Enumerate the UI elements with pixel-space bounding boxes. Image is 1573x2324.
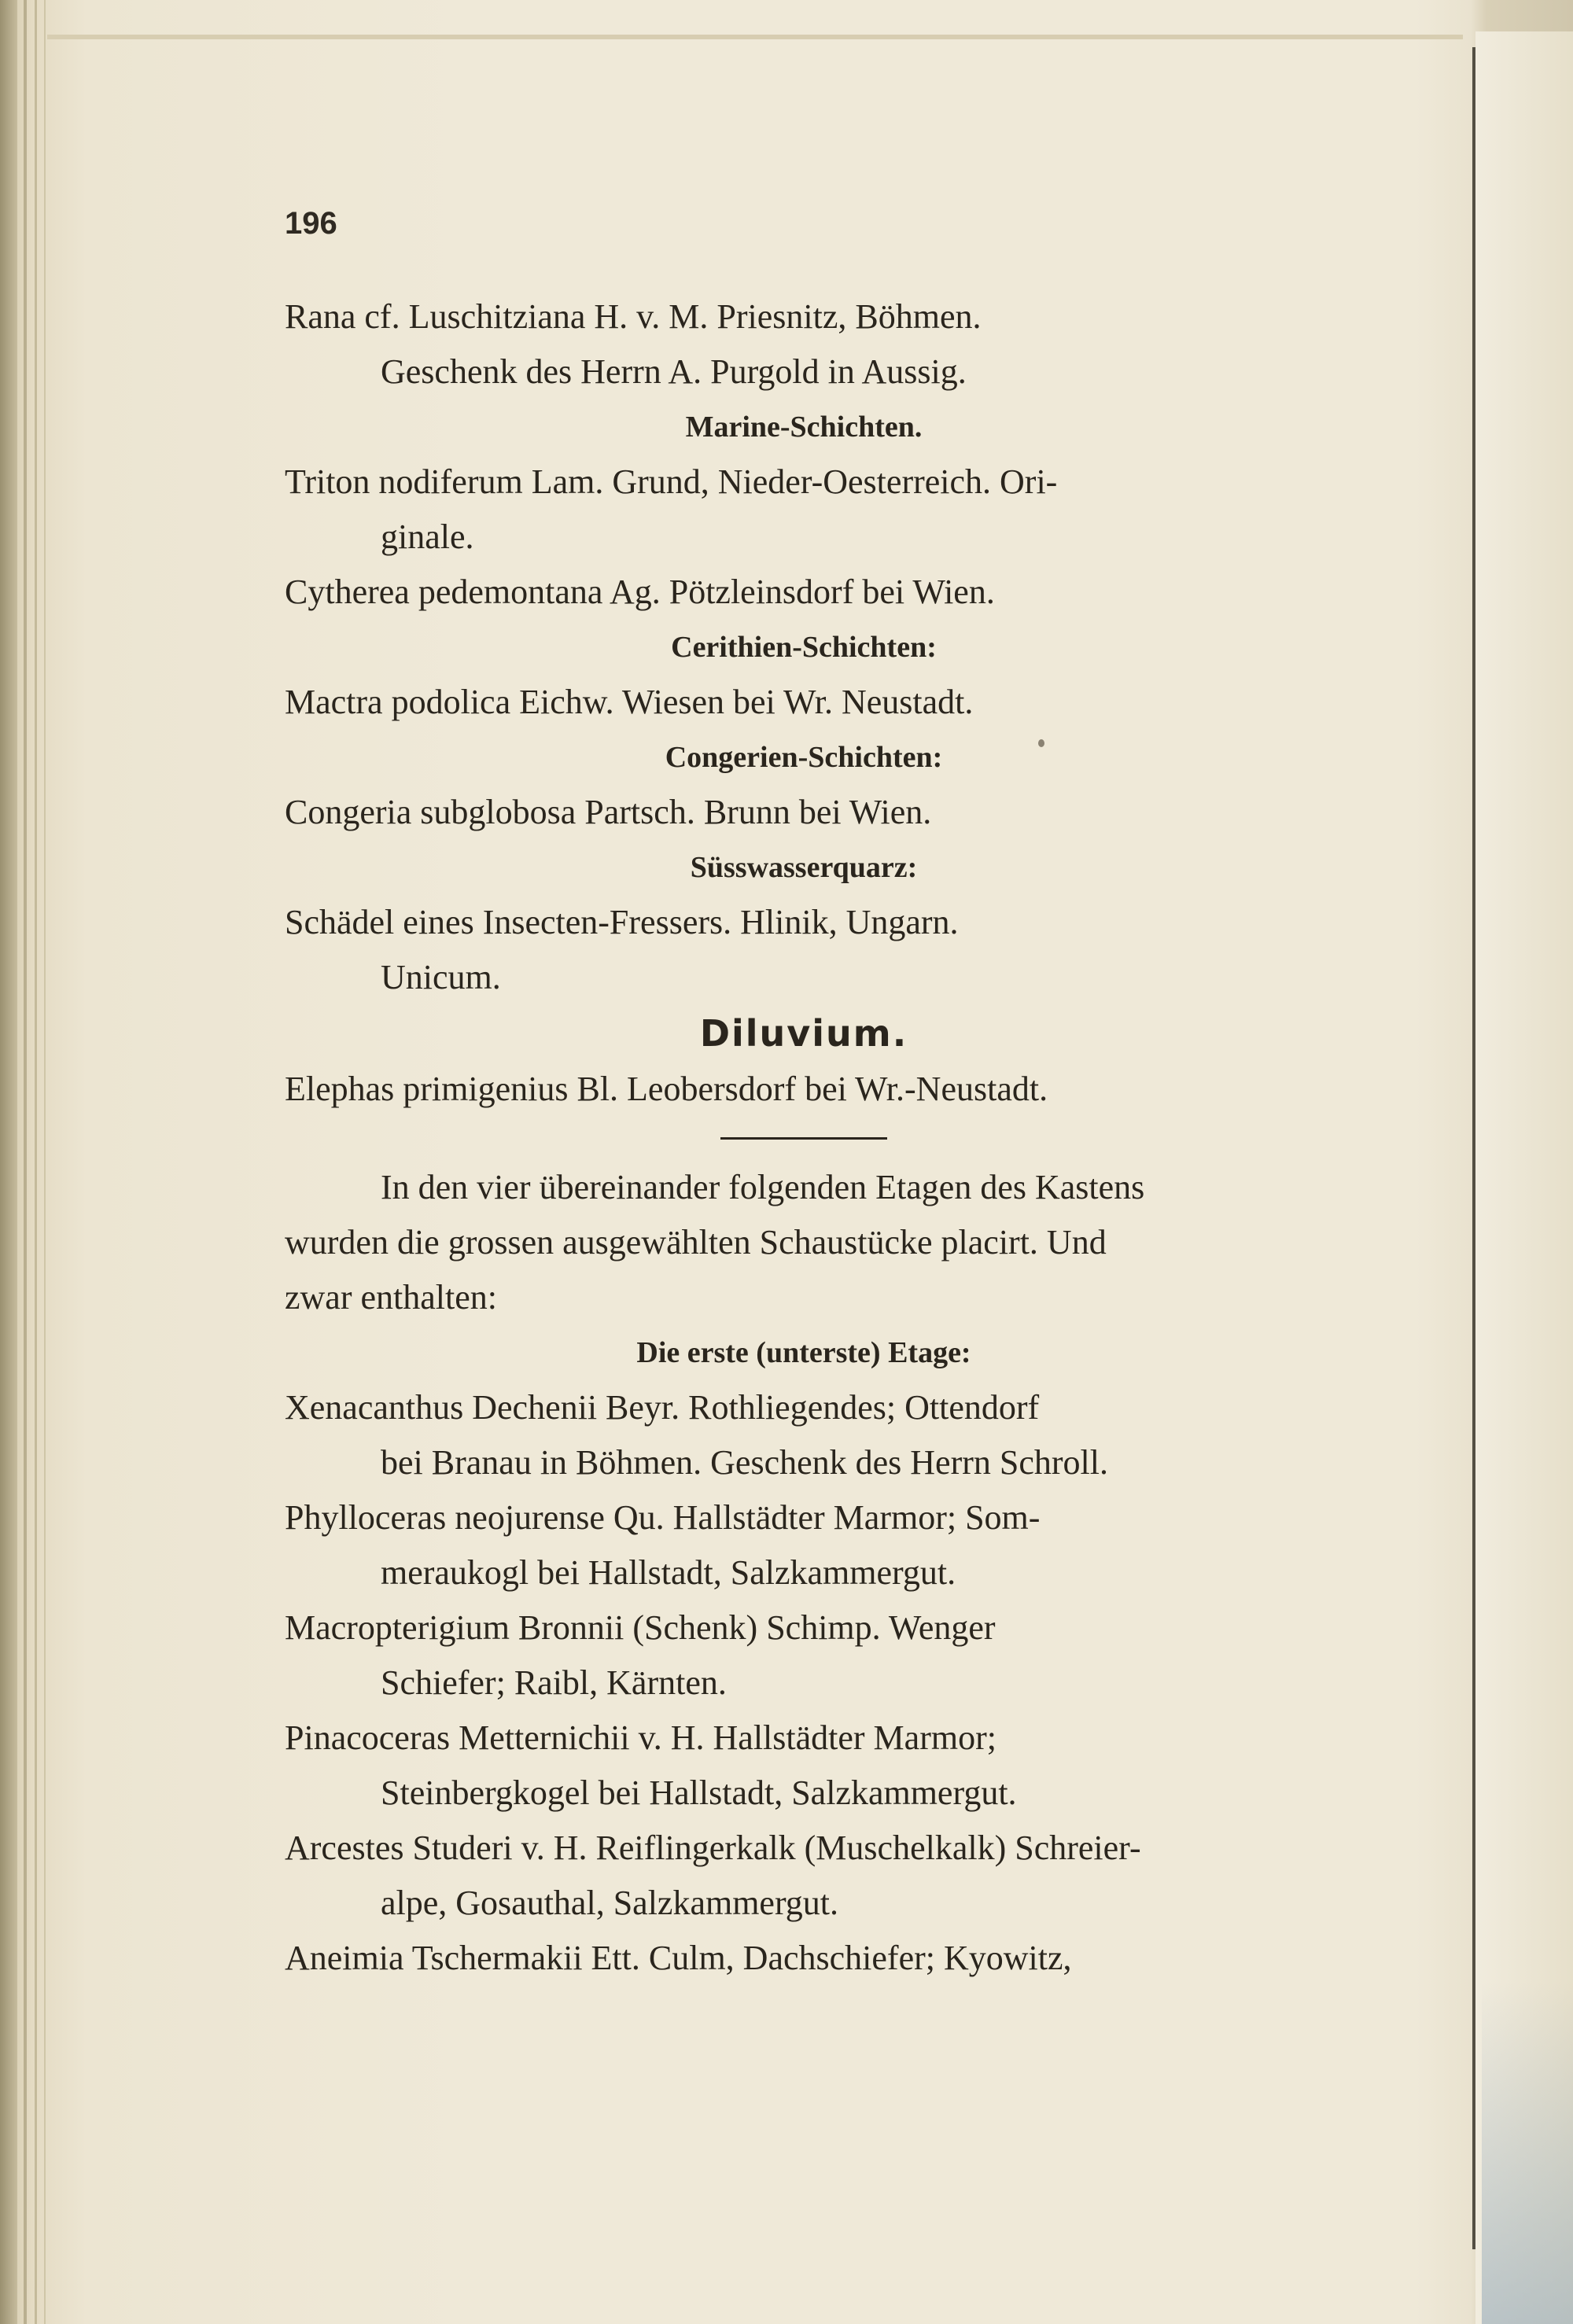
text-line: meraukogl bei Hallstadt, Salzkammergut.	[381, 1553, 956, 1592]
text-line: Phylloceras neojurense Qu. Hallstädter Marmor; Som-	[285, 1498, 1041, 1537]
text-line: Steinbergkogel bei Hallstadt, Salzkammergut.	[381, 1773, 1017, 1812]
section-heading: Diluvium.	[699, 1012, 908, 1055]
specimen-entry	[285, 1380, 1323, 1490]
specimen-entry	[285, 675, 1323, 730]
specimen-entry	[285, 785, 1323, 840]
background-tint	[1482, 1982, 1573, 2324]
section-heading: Die erste (unterste) Etage:	[636, 1336, 971, 1369]
text-line: Macropterigium Bronnii (Schenk) Schimp. Wenger	[285, 1608, 996, 1647]
text-line: Aneimia Tschermakii Ett. Culm, Dachschiefer; Kyowitz,	[285, 1939, 1072, 1977]
text-line: Schiefer; Raibl, Kärnten.	[381, 1663, 727, 1702]
section-heading: Marine-Schichten.	[685, 411, 923, 444]
text-line: ginale.	[381, 517, 474, 556]
section-heading: Süsswasserquarz:	[690, 851, 918, 884]
text-line: Mactra podolica Eichw. Wiesen bei Wr. Neustadt.	[285, 683, 974, 721]
text-line: alpe, Gosauthal, Salzkammergut.	[381, 1884, 839, 1922]
text-line: Pinacoceras Metternichii v. H. Hallstädter Marmor;	[285, 1718, 996, 1757]
page-edge-left	[24, 0, 27, 2324]
specimen-entry	[285, 1931, 1323, 1986]
page-edge-left	[44, 0, 46, 2324]
specimen-entry	[285, 289, 1323, 400]
text-line: Elephas primigenius Bl. Leobersdorf bei Wr.-Neustadt.	[285, 1070, 1048, 1108]
text-line: Arcestes Studeri v. H. Reiflingerkalk (Muschelkalk) Schreier-	[285, 1829, 1141, 1867]
page-edge-left	[0, 0, 17, 2324]
page-text	[285, 289, 1323, 1986]
text-line: Triton nodiferum Lam. Grund, Nieder-Oesterreich. Ori-	[285, 462, 1058, 501]
specimen-entry	[285, 455, 1323, 565]
specimen-entry	[285, 1490, 1323, 1600]
text-line: Rana cf. Luschitziana H. v. M. Priesnitz, Böhmen.	[285, 297, 982, 336]
text-line: In den vier übereinander folgenden Etagen des Kastens	[381, 1168, 1145, 1206]
specimen-entry	[285, 895, 1323, 1005]
text-line: wurden die grossen ausgewählten Schaustücke placirt. Und	[285, 1223, 1107, 1261]
section-heading: Cerithien-Schichten:	[671, 631, 937, 664]
page-top-edge	[47, 35, 1463, 39]
paragraph	[285, 1160, 1323, 1325]
text-line: Xenacanthus Dechenii Beyr. Rothliegendes; Ottendorf	[285, 1388, 1040, 1427]
page-number: 196	[285, 206, 337, 241]
facing-page-edge	[1475, 31, 1573, 2324]
specimen-entry	[285, 1821, 1323, 1931]
section-heading: Congerien-Schichten:	[665, 741, 943, 774]
specimen-entry	[285, 1062, 1323, 1117]
specimen-entry	[285, 1711, 1323, 1821]
text-line: Geschenk des Herrn A. Purgold in Aussig.	[381, 352, 967, 391]
page-gutter-line	[1472, 47, 1475, 2249]
specimen-entry	[285, 565, 1323, 620]
specimen-entry	[285, 1600, 1323, 1711]
section-rule	[720, 1137, 887, 1140]
text-line: Unicum.	[381, 958, 501, 996]
text-line: Schädel eines Insecten-Fressers. Hlinik, Ungarn.	[285, 903, 959, 941]
text-line: Cytherea pedemontana Ag. Pötzleinsdorf bei Wien.	[285, 573, 995, 611]
page-edge-left	[35, 0, 37, 2324]
text-line: bei Branau in Böhmen. Geschenk des Herrn Schroll.	[381, 1443, 1108, 1482]
text-line: Congeria subglobosa Partsch. Brunn bei Wien.	[285, 793, 932, 831]
text-line: zwar enthalten:	[285, 1278, 497, 1317]
